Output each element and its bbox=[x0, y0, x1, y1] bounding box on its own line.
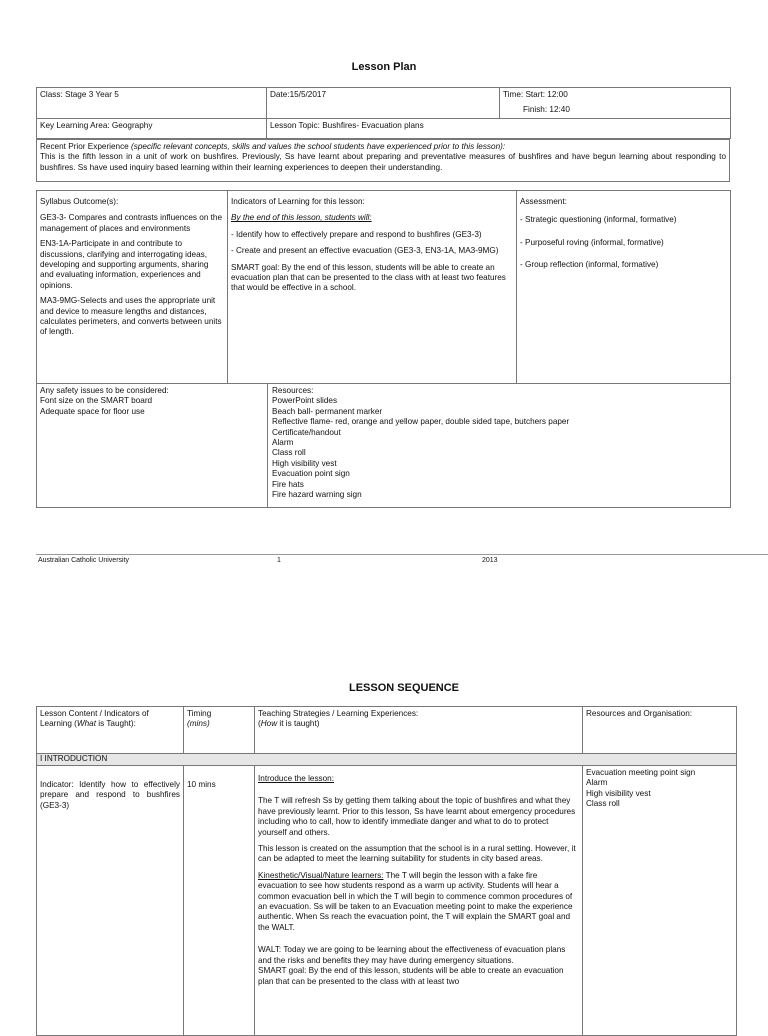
prior-experience-table bbox=[36, 139, 730, 182]
lesson-sequence-table bbox=[36, 706, 737, 1036]
col-header-timing: Timing (mins) bbox=[184, 707, 255, 754]
prior-experience-cell: Recent Prior Experience (specific relevant concepts, skills and values the school students have experienced prior to this lesson): This is the fifth lesson in a unit of work on bushfires. Previously, Ss have learnt about preparing and preventative measures of bushfires and have begun learning about responding to bushfires. Ss have used inquiry based learning within their learning experiences to deepen their understanding. bbox=[37, 140, 730, 182]
footer-page-number: 1 bbox=[277, 557, 281, 564]
outcomes-table bbox=[36, 190, 731, 384]
footer-year: 2013 bbox=[482, 557, 498, 564]
assessment-cell: Assessment: - Strategic questioning (informal, formative) - Purposeful roving (informal, formative) - Group reflection (informal, formative) bbox=[517, 191, 731, 384]
col-header-resources: Resources and Organisation: bbox=[583, 707, 737, 754]
lesson-header-table bbox=[36, 87, 731, 139]
resources-cell: Resources: PowerPoint slides Beach ball- permanent marker Reflective flame- red, orange and yellow paper, double sided tape, butchers paper Certificate/handout Alarm Class roll High visibility vest Evacuation point sign Fire hats Fire hazard warning sign bbox=[268, 384, 731, 508]
time-cell: Time: Start: 12:00 Finish: 12:40 bbox=[500, 88, 731, 119]
syllabus-outcomes-cell: Syllabus Outcome(s): GE3-3- Compares and contrasts influences on the management of places and environments EN3-1A-Participate in and contribute to discussions, clarifying and interrogating ideas, developing and supporting arguments, sharing and evaluating information, experiences and opinions. MA3-9MG-Selects and uses the appropriate unit and device to measure lengths and distances, calculates perimeters, and converts between units of length. bbox=[37, 191, 228, 384]
section-introduction: I INTRODUCTION bbox=[37, 754, 737, 766]
lesson-topic: Lesson Topic: Bushfires- Evacuation plans bbox=[267, 118, 731, 138]
strategies-cell: Introduce the lesson: The T will refresh Ss by getting them talking about the topic of bushfires and what they have previously learnt. Prior to this lesson, Ss have learnt about emergency procedures including who to call, how to identify immediate danger and what to do to protect yourself and others. This lesson is created on the assumption that the school is in a rural setting. However, it can be adapted to meet the learning suitability for students in city based areas. Kinesthetic/Visual/Nature learners: The T will begin the lesson with a fake fire evacuation to see how students respond as a warm up activity. Students will hear a common evacuation bell in which the T will begin to commence common procedures of an evacuation. Ss will be taken to an Evacuation meeting point to make the experience authentic. When Ss reach the evacuation point, the T will explain the SMART goal and the WALT. WALT: Today we are going to be learning about the effectiveness of evacuation plans and the risks and benefits they may have during emergency situations. SMART goal: By the end of this lesson, students will be able to create an evacuation plan that can be presented to the class with at least two bbox=[255, 766, 583, 1036]
timing-cell: 10 mins bbox=[184, 766, 255, 1036]
resources-organisation-cell: Evacuation meeting point sign Alarm High visibility vest Class roll bbox=[583, 766, 737, 1036]
safety-resources-table bbox=[36, 383, 731, 508]
indicators-cell: Indicators of Learning for this lesson: By the end of this lesson, students will: - Identify how to effectively prepare and respond to bushfires (GE3-3) - Create and present an effective evacuation (GE3-3, EN3-1A, MA3-9MG) SMART goal: By the end of this lesson, students will be able to create an evacuation plan that can be presented to the class with at least two features that would be effective in a school. bbox=[228, 191, 517, 384]
col-header-content: Lesson Content / Indicators of Learning (What is Taught): bbox=[37, 707, 184, 754]
col-header-strategies: Teaching Strategies / Learning Experiences: (How it is taught) bbox=[255, 707, 583, 754]
class-cell: Class: Stage 3 Year 5 bbox=[37, 88, 267, 119]
sequence-title: LESSON SEQUENCE bbox=[348, 682, 460, 694]
safety-cell: Any safety issues to be considered: Font size on the SMART board Adequate space for floor use bbox=[37, 384, 268, 508]
key-learning-area: Key Learning Area: Geography bbox=[37, 118, 267, 138]
page-title: Lesson Plan bbox=[351, 61, 417, 73]
footer-left: Australian Catholic University bbox=[38, 557, 130, 564]
date-cell: Date:15/5/2017 bbox=[267, 88, 500, 119]
indicator-cell: Indicator: Identify how to effectively prepare and respond to bushfires (GE3-3) bbox=[37, 766, 184, 1036]
footer-rule bbox=[36, 554, 768, 555]
